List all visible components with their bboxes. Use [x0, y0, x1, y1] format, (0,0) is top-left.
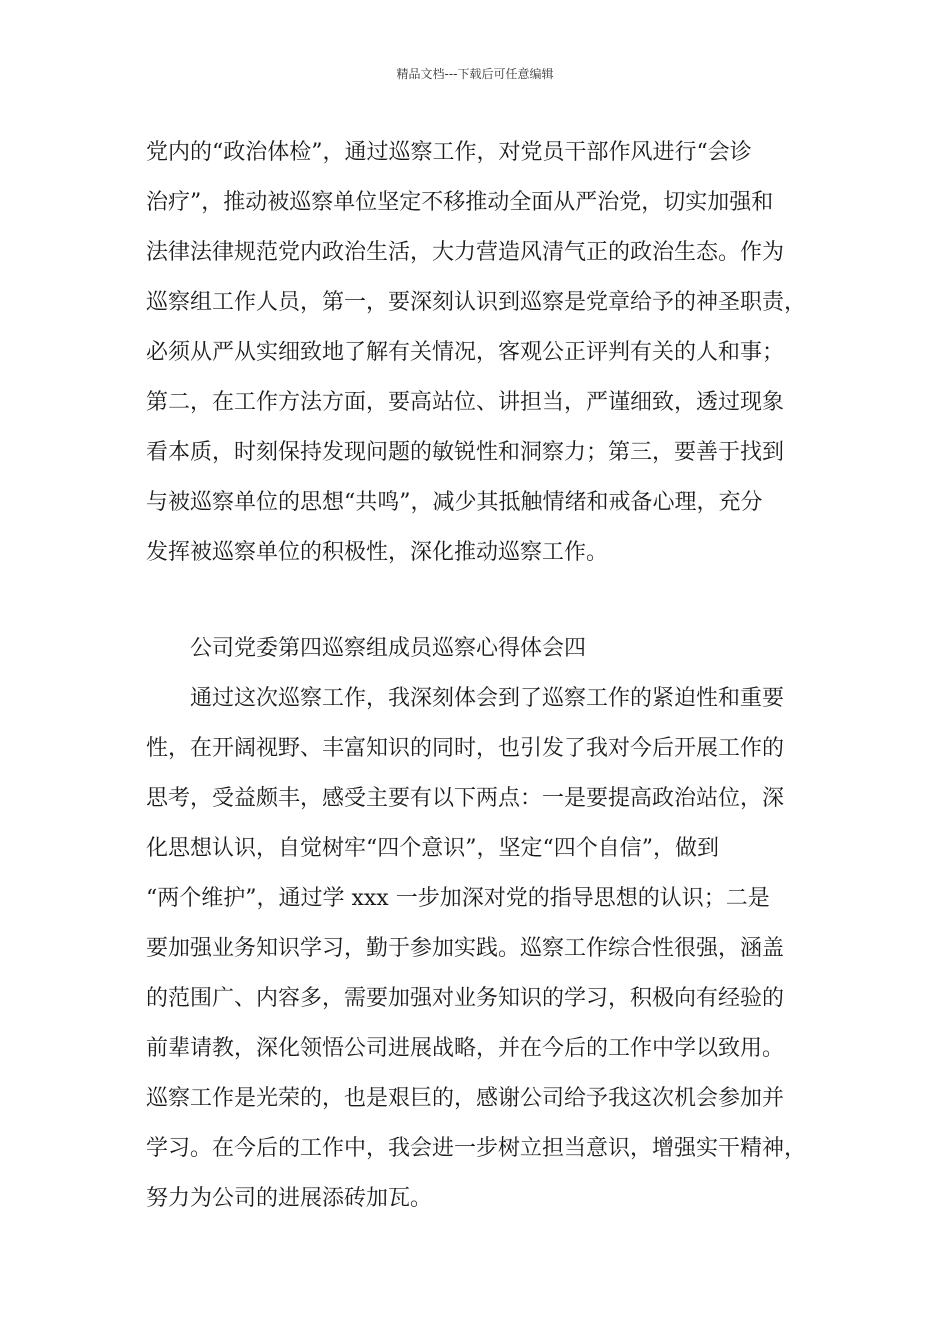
- section-title: 公司党委第四巡察组成员巡察心得体会四: [190, 636, 587, 661]
- paragraph-1-line-5: 必须从严从实细致地了解有关情况，客观公正评判有关的人和事；: [146, 340, 785, 365]
- paragraph-1-line-8: 与被巡察单位的思想“共鸣”，减少其抵触情绪和戒备心理，充分: [146, 490, 763, 515]
- paragraph-1-line-2: 治疗”，推动被巡察单位坚定不移推动全面从严治党，切实加强和: [146, 190, 774, 215]
- paragraph-1-line-6: 第二，在工作方法方面，要高站位、讲担当，严谨细致，透过现象: [146, 390, 785, 415]
- paragraph-2-line-7: 的范围广、内容多，需要加强对业务知识的学习，积极向有经验的: [146, 986, 785, 1011]
- paragraph-1-line-3: 法律法律规范党内政治生活，大力营造风清气正的政治生态。作为: [146, 240, 785, 265]
- paragraph-2-line-9: 巡察工作是光荣的，也是艰巨的，感谢公司给予我这次机会参加并: [146, 1086, 785, 1111]
- paragraph-2-line-6: 要加强业务知识学习，勤于参加实践。巡察工作综合性很强，涵盖: [146, 936, 785, 961]
- paragraph-2-line-5: “两个维护”，通过学 xxx 一步加深对党的指导思想的认识；二是: [146, 886, 770, 911]
- paragraph-1-line-1: 党内的“政治体检”，通过巡察工作，对党员干部作风进行“会诊: [146, 140, 752, 165]
- paragraph-2-line-2: 性，在开阔视野、丰富知识的同时，也引发了我对今后开展工作的: [146, 736, 785, 761]
- paragraph-2-line-3: 思考，受益颇丰，感受主要有以下两点：一是要提高政治站位，深: [146, 786, 785, 811]
- paragraph-2-line-8: 前辈请教，深化领悟公司进展战略，并在今后的工作中学以致用。: [146, 1036, 785, 1061]
- paragraph-2-line-1: 通过这次巡察工作，我深刻体会到了巡察工作的紧迫性和重要: [190, 686, 785, 711]
- paragraph-2-line-11: 努力为公司的进展添砖加瓦。: [146, 1186, 433, 1211]
- paragraph-2-line-10: 学习。在今后的工作中，我会进一步树立担当意识，增强实干精神，: [146, 1136, 807, 1161]
- page-header: 精品文档---下载后可任意编辑: [396, 67, 554, 81]
- paragraph-2-line-4: 化思想认识，自觉树牢“四个意识”，坚定“四个自信”，做到: [146, 836, 719, 861]
- paragraph-1-line-4: 巡察组工作人员，第一，要深刻认识到巡察是党章给予的神圣职责，: [146, 290, 807, 315]
- paragraph-1-line-9: 发挥被巡察单位的积极性，深化推动巡察工作。: [146, 540, 609, 565]
- paragraph-1-line-7: 看本质，时刻保持发现问题的敏锐性和洞察力；第三，要善于找到: [146, 440, 785, 465]
